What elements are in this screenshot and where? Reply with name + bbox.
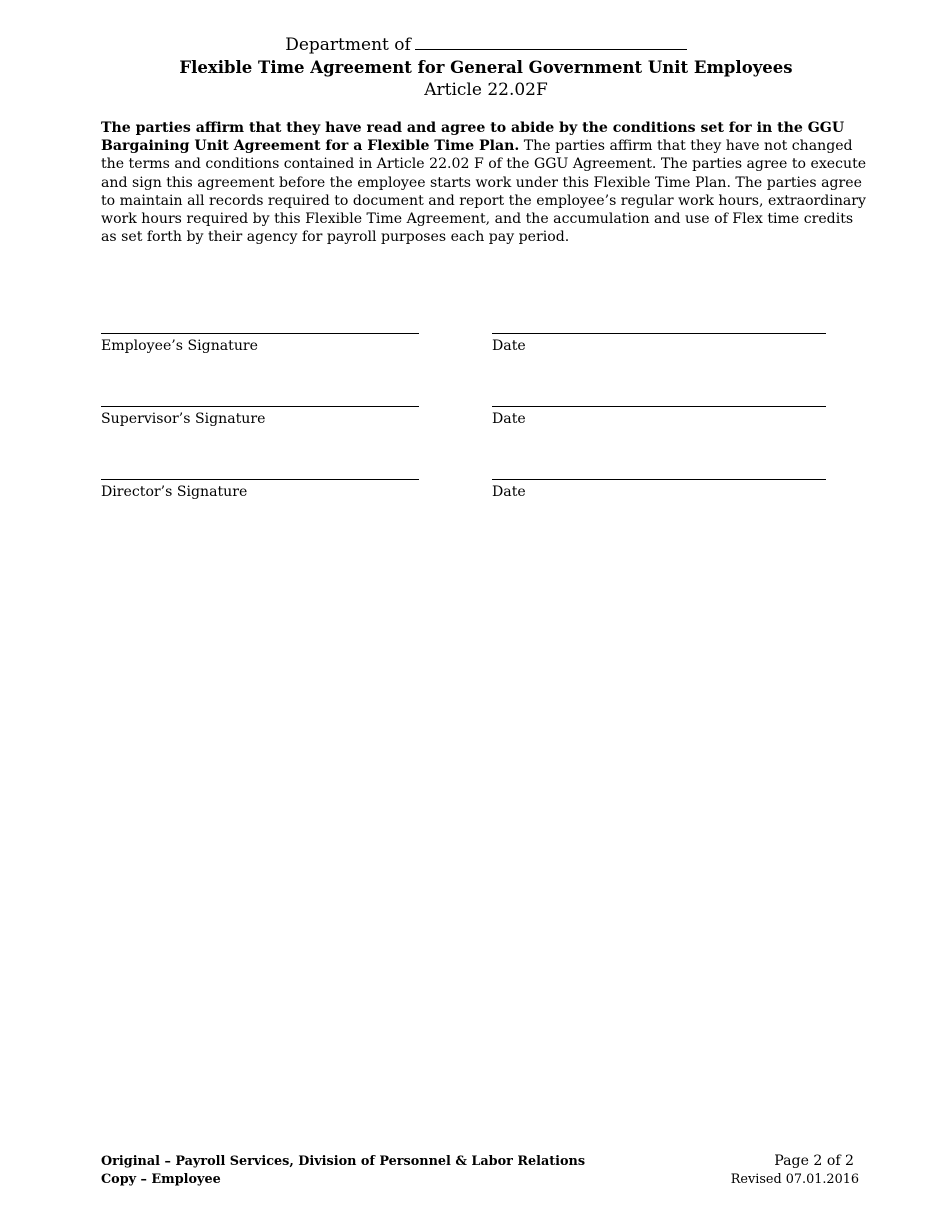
director-signature-line[interactable] xyxy=(101,479,419,480)
supervisor-signature-label: Supervisor’s Signature xyxy=(101,411,266,427)
page-number: Page 2 of 2 xyxy=(774,1153,854,1169)
footer-copy-note: Copy – Employee xyxy=(101,1172,221,1187)
supervisor-signature-line[interactable] xyxy=(101,406,419,407)
director-date-label: Date xyxy=(492,484,526,500)
article-number: Article 22.02F xyxy=(424,80,548,100)
employee-date-line[interactable] xyxy=(492,333,826,334)
supervisor-date-label: Date xyxy=(492,411,526,427)
department-blank-field[interactable] xyxy=(415,35,687,50)
director-signature-label: Director’s Signature xyxy=(101,484,248,500)
agreement-bold-intro: The parties affirm that they have read and agree to abide by the conditions set for in the GGU Bargaining Unit Agreement for a Flexible Time Plan. xyxy=(101,120,845,155)
department-line xyxy=(0,34,950,56)
employee-date-label: Date xyxy=(492,338,526,354)
form-title: Flexible Time Agreement for General Government Unit Employees xyxy=(179,58,793,77)
footer-original-note: Original – Payroll Services, Division of Personnel & Labor Relations xyxy=(101,1154,586,1169)
director-date-line[interactable] xyxy=(492,479,826,480)
department-label: Department of xyxy=(285,35,411,55)
supervisor-date-line[interactable] xyxy=(492,406,826,407)
employee-signature-label: Employee’s Signature xyxy=(101,338,258,354)
agreement-paragraph xyxy=(101,119,871,246)
agreement-text: The parties affirm that they have not changed the terms and conditions contained in Article 22.02 F of the GGU Agreement. The parties agree to execute and sign this agreement before the employee starts work under this Flexible Time Plan. The parties agree to maintain all records required to document and report the employee’s regular work hours, extraordinary work hours required by this Flexible Time Agreement, and the accumulation and use of Flex time credits as set forth by their agency for payroll purposes each pay period. xyxy=(101,138,867,246)
revised-date: Revised 07.01.2016 xyxy=(730,1172,859,1187)
employee-signature-line[interactable] xyxy=(101,333,419,334)
